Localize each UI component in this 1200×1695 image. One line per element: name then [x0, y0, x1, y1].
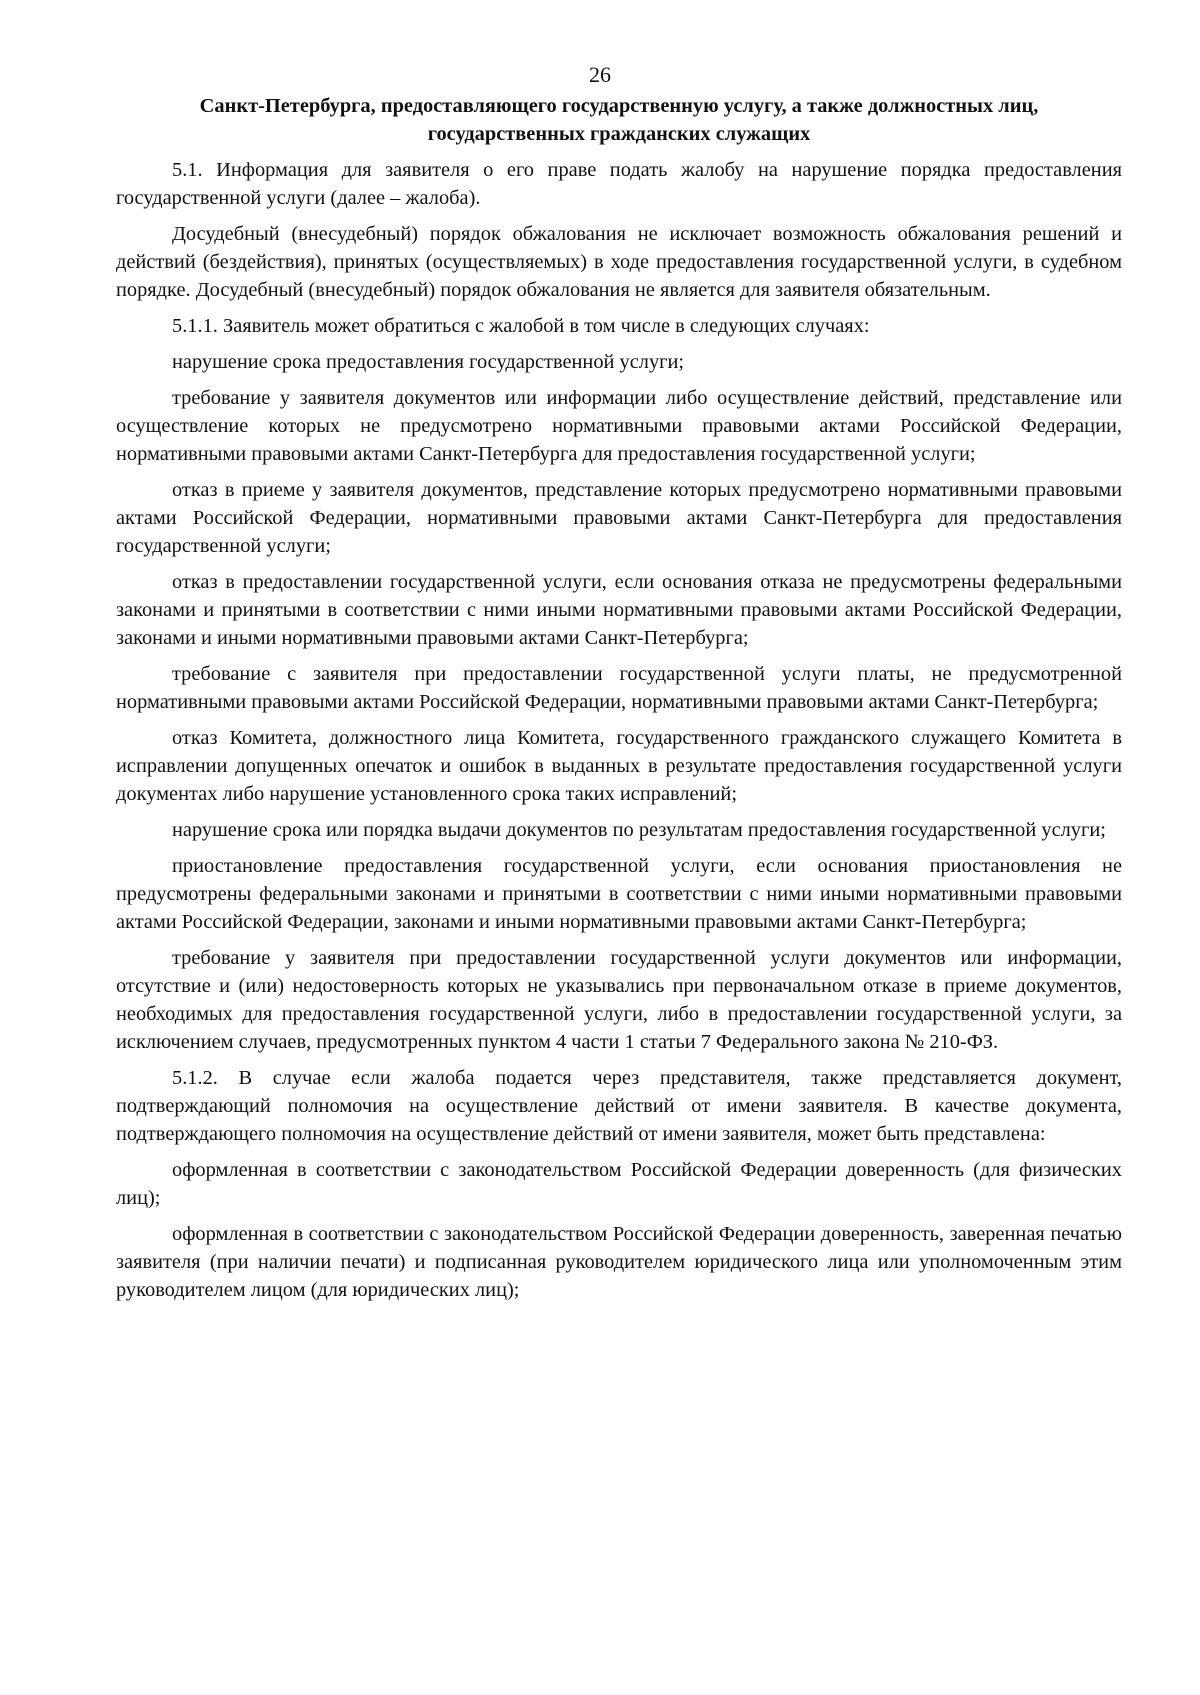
section-heading-line-1: Санкт-Петербурга, предоставляющего государственную услугу, а также должностных лиц,	[199, 95, 1039, 117]
document-body	[116, 92, 1122, 1312]
paragraph-pretrial-appeal: Досудебный (внесудебный) порядок обжалования не исключает возможность обжалования решений и действий (бездействия), принятых (осуществляемых) в ходе предоставления государственной услуги, в судебном порядке. Досудебный (внесудебный) порядок обжалования не является для заявителя обязательным.	[116, 223, 1122, 301]
paragraph-5-1-2: 5.1.2. В случае если жалоба подается через представителя, также представляется документ, подтверждающий полномочия на осуществление действий от имени заявителя. В качестве документа, подтверждающего полномочия на осуществление действий от имени заявителя, может быть представлена:	[116, 1067, 1122, 1145]
page-number: 26	[589, 62, 611, 87]
list-item-deadline-violation: нарушение срока предоставления государственной услуги;	[172, 351, 685, 373]
list-item-power-of-attorney-legal-entity: оформленная в соответствии с законодательством Российской Федерации доверенность, заверенная печатью заявителя (при наличии печати) и подписанная руководителем юридического лица или уполномоченным этим руководителем лицом (для юридических лиц);	[116, 1223, 1122, 1301]
paragraph-5-1: 5.1. Информация для заявителя о его праве подать жалобу на нарушение порядка предоставления государственной услуги (далее – жалоба).	[116, 159, 1122, 209]
section-heading	[116, 92, 1122, 148]
list-item-document-demand: требование у заявителя документов или информации либо осуществление действий, представление или осуществление которых не предусмотрено нормативными правовыми актами Российской Федерации, нормативными правовыми актами Санкт-Петербурга для предоставления государственной услуги;	[116, 387, 1122, 465]
list-item-power-of-attorney-individual: оформленная в соответствии с законодательством Российской Федерации доверенность (для физических лиц);	[116, 1159, 1122, 1209]
list-item-issuance-violation: нарушение срока или порядка выдачи документов по результатам предоставления государственной услуги;	[172, 819, 1106, 841]
list-item-refusal-service: отказ в предоставлении государственной услуги, если основания отказа не предусмотрены федеральными законами и принятыми в соответствии с ними иными нормативными правовыми актами Российской Федерации, законами и иными нормативными правовыми актами Санкт-Петербурга;	[116, 571, 1122, 649]
section-heading-line-2: государственных гражданских служащих	[427, 123, 811, 145]
paragraph-5-1-1: 5.1.1. Заявитель может обратиться с жалобой в том числе в следующих случаях:	[172, 315, 870, 337]
list-item-fee-demand: требование с заявителя при предоставлении государственной услуги платы, не предусмотренной нормативными правовыми актами Российской Федерации, нормативными правовыми актами Санкт-Петербурга;	[116, 663, 1122, 713]
list-item-refusal-acceptance: отказ в приеме у заявителя документов, представление которых предусмотрено нормативными правовыми актами Российской Федерации, нормативными правовыми актами Санкт-Петербурга для предоставления государственной услуги;	[116, 479, 1122, 557]
list-item-suspension: приостановление предоставления государственной услуги, если основания приостановления не предусмотрены федеральными законами и принятыми в соответствии с ними иными нормативными правовыми актами Российской Федерации, законами и иными нормативными правовыми актами Санкт-Петербурга;	[116, 855, 1122, 933]
list-item-unstated-documents: требование у заявителя при предоставлении государственной услуги документов или информации, отсутствие и (или) недостоверность которых не указывались при первоначальном отказе в приеме документов, необходимых для предоставления государственной услуги, либо в предоставлении государственной услуги, за исключением случаев, предусмотренных пунктом 4 части 1 статьи 7 Федерального закона № 210-ФЗ.	[116, 947, 1122, 1053]
list-item-correction-refusal: отказ Комитета, должностного лица Комитета, государственного гражданского служащего Комитета в исправлении допущенных опечаток и ошибок в выданных в результате предоставления государственной услуги документах либо нарушение установленного срока таких исправлений;	[116, 727, 1122, 805]
